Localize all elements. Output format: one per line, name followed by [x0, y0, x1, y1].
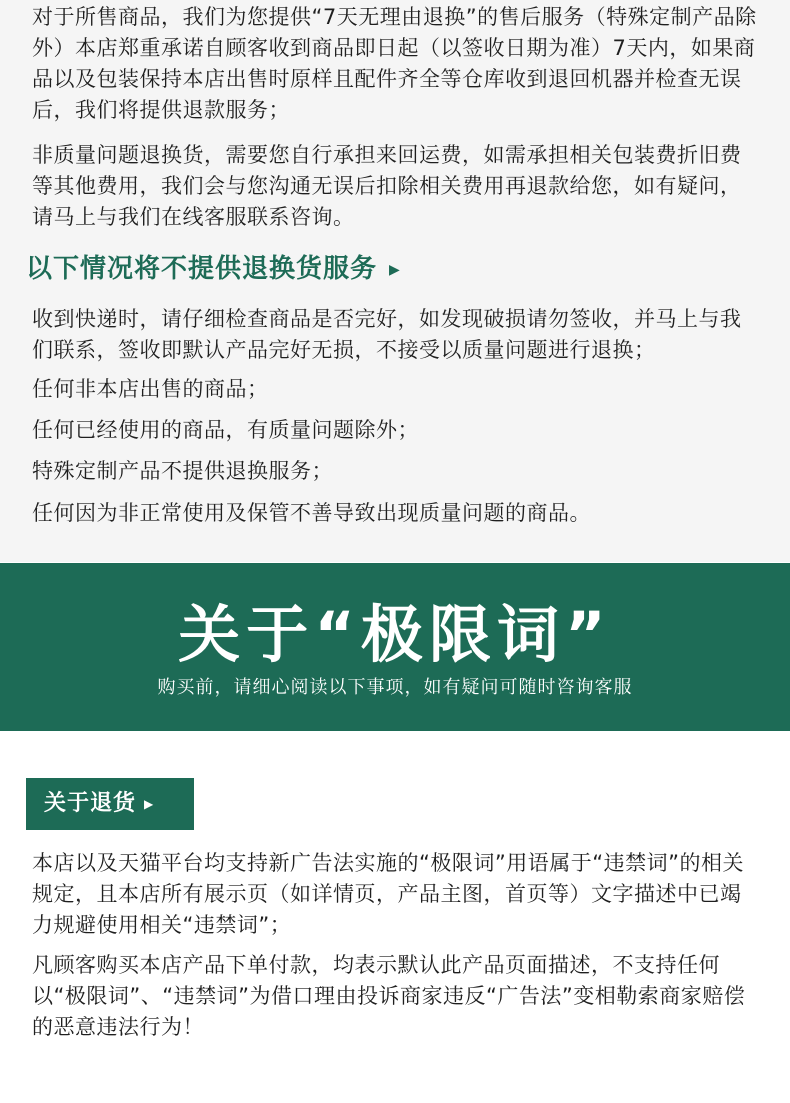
no-service-item-4: 特殊定制产品不提供退换服务；: [32, 459, 333, 483]
banner-subtitle: 购买前，请细心阅读以下事项，如有疑问可随时咨询客服: [157, 677, 633, 698]
no-service-item-3: 任何已经使用的商品，有质量问题除外；: [32, 418, 419, 442]
policy-paragraph-2: 非质量问题退换货，需要您自行承担来回运费，如需承担相关包装费折旧费等其他费用，我们会与您沟通无误后扣除相关费用再退款给您，如有疑问，请马上与我们在线客服联系咨询。: [32, 143, 742, 229]
no-service-heading: [26, 248, 401, 285]
play-arrow-icon: ▶: [389, 261, 401, 278]
returns-paragraph-2: 凡顾客购买本店产品下单付款，均表示默认此产品页面描述，不支持任何以“极限词”、“违禁词”为借口理由投诉商家违反“广告法”变相勒索商家赔偿的恶意违法行为！: [32, 953, 746, 1039]
returns-tag-label: 关于退货: [44, 791, 137, 816]
no-service-heading-text: 以下情况将不提供退换货服务: [26, 254, 378, 284]
returns-paragraph-1: 本店以及天猫平台均支持新广告法实施的“极限词”用语属于“违禁词”的相关规定，且本店所有展示页（如详情页，产品主图，首页等）文字描述中已竭力规避使用相关“违禁词”；: [32, 851, 745, 937]
extreme-words-banner: [0, 563, 790, 731]
policy-paragraph-1: 对于所售商品，我们为您提供“7天无理由退换”的售后服务（特殊定制产品除外）本店郑重承诺自顾客收到商品即日起（以签收日期为准）7天内，如果商品以及包装保持本店出售时原样且配件齐全等仓库收到退回机器并检查无误后，我们将提供退款服务；: [32, 5, 757, 122]
no-service-item-1: 收到快递时，请仔细检查商品是否完好，如发现破损请勿签收，并马上与我们联系，签收即默认产品完好无损，不接受以质量问题进行退换；: [32, 307, 742, 362]
play-arrow-icon: ▶: [144, 797, 155, 811]
no-service-item-2: 任何非本店出售的商品；: [32, 377, 269, 401]
banner-title: 关于“极限词”: [178, 598, 612, 671]
returns-tag: [26, 778, 194, 830]
no-service-item-5: 任何因为非正常使用及保管不善导致出现质量问题的商品。: [32, 501, 591, 525]
